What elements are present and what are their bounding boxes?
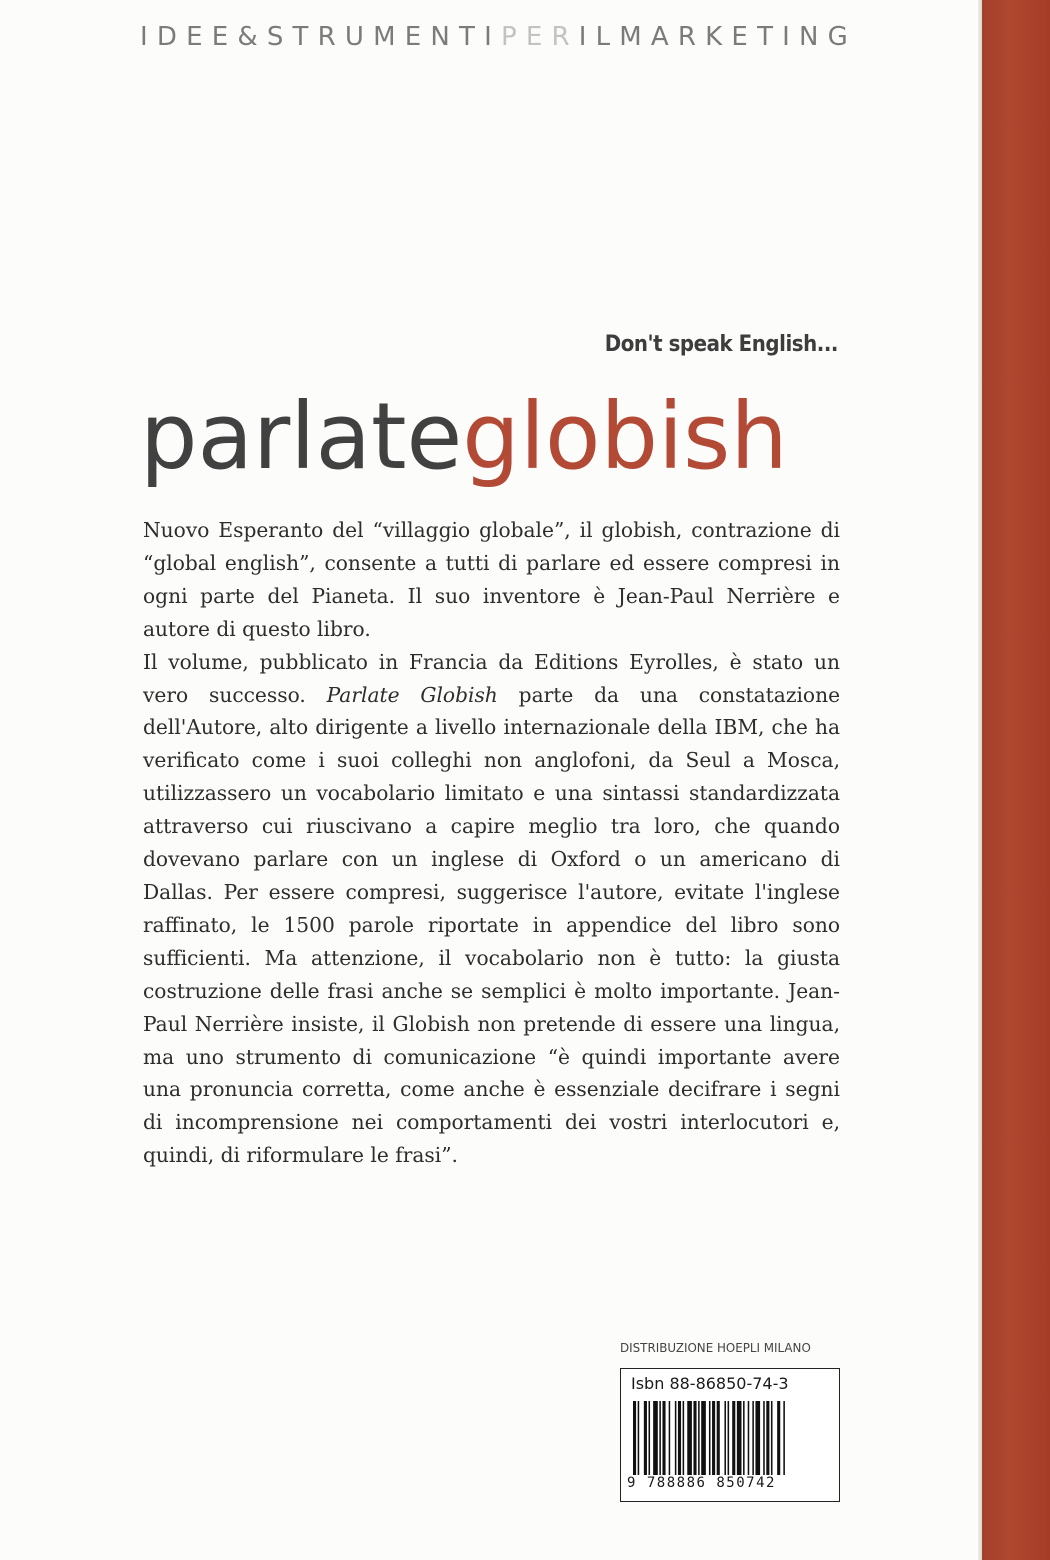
barcode-bar <box>763 1401 765 1479</box>
barcode-bar <box>698 1401 700 1479</box>
barcode-bar <box>777 1401 780 1479</box>
barcode-bar <box>712 1401 715 1479</box>
distribution-label: DISTRIBUZIONE HOEPLI MILANO <box>620 1340 811 1355</box>
barcode-bar <box>743 1401 745 1479</box>
barcode-bar <box>755 1401 760 1479</box>
barcode-bar <box>728 1401 730 1479</box>
barcode-bar <box>659 1401 661 1479</box>
barcode-bar <box>732 1401 735 1479</box>
barcode-bar <box>687 1401 692 1479</box>
barcode-bar <box>662 1401 665 1479</box>
barcode-bar <box>752 1401 754 1479</box>
description-paragraph-2-start: Il volume, pubblicato in Francia da Editions Eyrolles, è stato un vero successo. <box>143 649 840 707</box>
series-part-1: IDEE&STRUMENTI <box>140 22 501 52</box>
barcode-bar <box>717 1401 720 1479</box>
ean-number: 9 788886 850742 <box>627 1475 835 1491</box>
barcode-bar <box>693 1401 696 1479</box>
barcode-icon <box>633 1401 829 1479</box>
barcode-bar <box>766 1401 769 1479</box>
barcode-bar <box>683 1401 685 1479</box>
tagline: Don't speak English... <box>604 332 838 357</box>
barcode-bar <box>633 1401 636 1479</box>
book-title <box>140 382 788 492</box>
description-text <box>143 514 840 1172</box>
series-part-3: ILMARKETING <box>578 22 858 52</box>
barcode-bar <box>724 1401 726 1479</box>
barcode-bar <box>653 1401 658 1479</box>
barcode-bar <box>701 1401 706 1479</box>
series-part-2: PER <box>500 22 579 52</box>
barcode-bar <box>644 1401 647 1479</box>
barcode-bar <box>748 1401 750 1479</box>
barcode-box <box>620 1368 840 1502</box>
book-title-italic: Parlate Globish <box>326 682 498 707</box>
barcode-bar <box>638 1401 640 1479</box>
title-word-globish: globish <box>462 383 788 490</box>
barcode-bar <box>669 1401 671 1479</box>
series-header <box>140 22 858 52</box>
barcode-bar <box>675 1401 677 1479</box>
description-paragraph-1: Nuovo Esperanto del “villaggio globale”, il globish, contrazione di “global english”, consente a tutti di parlare ed essere compresi in ogni parte del Pianeta. Il suo inventore è Jean-Paul Nerrière e autore di questo libro. <box>143 518 840 641</box>
isbn-label: Isbn 88-86850-74-3 <box>631 1374 789 1393</box>
barcode-bar <box>678 1401 681 1479</box>
barcode-bar <box>649 1401 651 1479</box>
book-spine <box>982 0 1050 1560</box>
description-paragraph-2 <box>143 646 840 1173</box>
title-word-parlate: parlate <box>140 383 463 490</box>
barcode-bar <box>709 1401 711 1479</box>
barcode-bar <box>737 1401 742 1479</box>
description-paragraph-2-rest: parte da una constatazione dell'Autore, alto dirigente a livello internazionale della IBM, che ha verificato come i suoi colleghi non anglofoni, da Seul a Mosca, utilizzassero un vocabolario limitato e una sintassi standardizzata attraverso cui riuscivano a capire meglio tra loro, che quando dovevano parlare con un inglese di Oxford o un americano di Dallas. Per essere compresi, suggerisce l'autore, evitate l'inglese raffinato, le 1500 parole riportate in appendice del libro sono sufficienti. Ma attenzione, il vocabolario non è tutto: la giusta costruzione delle frasi anche se semplici è molto importante. Jean-Paul Nerrière insiste, il Globish non pretende di essere una lingua, ma uno strumento di comunicazione “è quindi importante avere una pronuncia corretta, come anche è essenziale decifrare i segni di incomprensione nei comportamenti dei vostri interlocutori e, quindi, di riformulare le frasi”. <box>143 682 841 1168</box>
barcode-bar <box>783 1401 785 1479</box>
barcode-bar <box>771 1401 773 1479</box>
